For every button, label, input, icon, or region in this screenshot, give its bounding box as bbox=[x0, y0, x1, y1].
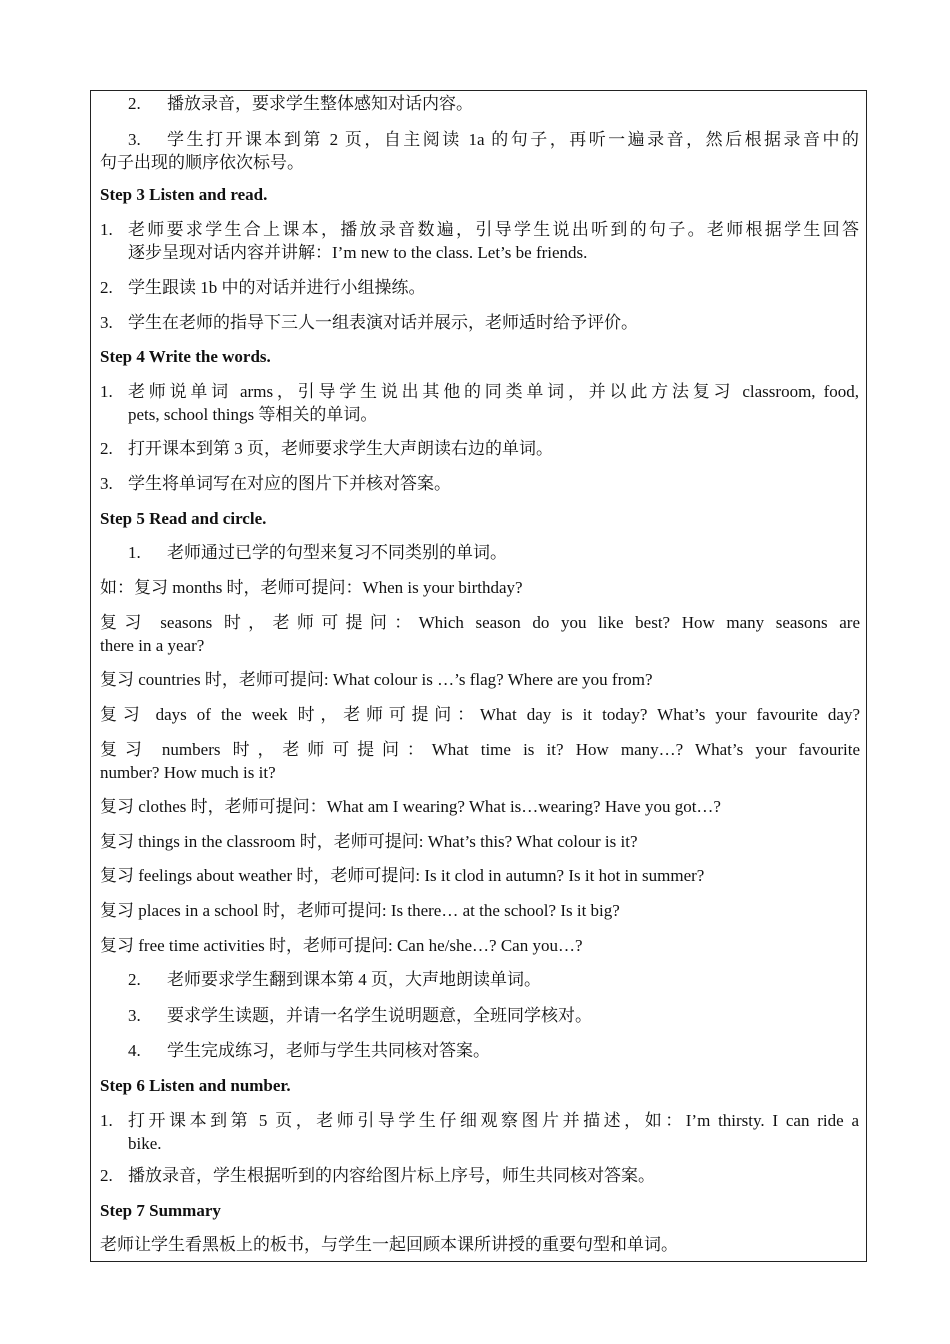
step4-item-2-text: 打开课本到第 3 页，老师要求学生大声朗读右边的单词。 bbox=[128, 439, 553, 458]
step5-item-3-text: 要求学生读题，并请一名学生说明题意，全班同学核对。 bbox=[167, 1006, 592, 1025]
step6-item-1-text-line2: bike. bbox=[128, 1134, 162, 1153]
step6-item-1-number: 1. bbox=[100, 1111, 113, 1130]
example-clothes: 复习 clothes 时，老师可提问：What am I wearing? What is…wearing? Have you got…? bbox=[100, 797, 721, 816]
step2-item-3-text-line1: 学生打开课本到第 2 页，自主阅读 1a 的句子，再听一遍录音，然后根据录音中的 bbox=[167, 130, 859, 149]
example-free-time: 复习 free time activities 时，老师可提问: Can he/she…? Can you…? bbox=[100, 936, 583, 955]
step4-item-1-text-line1: 老师说单词 arms，引导学生说出其他的同类单词，并以此方法复习 classroom, food, bbox=[128, 382, 859, 401]
step5-item-1-text: 老师通过已学的句型来复习不同类别的单词。 bbox=[167, 543, 507, 562]
step5-item-1-number: 1. bbox=[128, 543, 141, 562]
example-numbers-line1: 复习 numbers 时，老师可提问：What time is it? How many…? What’s your favourite bbox=[100, 740, 860, 759]
step3-item-1-number: 1. bbox=[100, 220, 113, 239]
step7-heading: Step 7 Summary bbox=[100, 1201, 221, 1220]
example-places: 复习 places in a school 时，老师可提问: Is there… at the school? Is it big? bbox=[100, 901, 620, 920]
step5-heading: Step 5 Read and circle. bbox=[100, 509, 267, 528]
example-seasons-line1: 复习 seasons 时，老师可提问：Which season do you like best? How many seasons are bbox=[100, 613, 860, 632]
step3-item-3-number: 3. bbox=[100, 313, 113, 332]
step2-item-3-number: 3. bbox=[128, 130, 141, 149]
step5-item-2-text: 老师要求学生翻到课本第 4 页，大声地朗读单词。 bbox=[167, 970, 541, 989]
step3-item-2-text: 学生跟读 1b 中的对话并进行小组操练。 bbox=[128, 278, 426, 297]
step3-item-1-text-line2: 逐步呈现对话内容并讲解：I’m new to the class. Let’s be friends. bbox=[128, 243, 588, 262]
step2-item-2-number: 2. bbox=[128, 94, 141, 113]
step3-item-2-number: 2. bbox=[100, 278, 113, 297]
step5-item-3-number: 3. bbox=[128, 1006, 141, 1025]
example-seasons-line2: there in a year? bbox=[100, 636, 205, 655]
step4-item-1-number: 1. bbox=[100, 382, 113, 401]
step5-item-2-number: 2. bbox=[128, 970, 141, 989]
step2-item-3-text-line2: 句子出现的顺序依次标号。 bbox=[100, 153, 304, 172]
step4-item-3-text: 学生将单词写在对应的图片下并核对答案。 bbox=[128, 474, 451, 493]
step6-heading: Step 6 Listen and number. bbox=[100, 1076, 291, 1095]
example-feelings: 复习 feelings about weather 时，老师可提问: Is it clod in autumn? Is it hot in summer? bbox=[100, 866, 705, 885]
step5-item-4-text: 学生完成练习，老师与学生共同核对答案。 bbox=[167, 1041, 490, 1060]
step2-item-2-text: 播放录音，要求学生整体感知对话内容。 bbox=[167, 94, 473, 113]
example-things: 复习 things in the classroom 时，老师可提问: What’s this? What colour is it? bbox=[100, 832, 638, 851]
step4-item-3-number: 3. bbox=[100, 474, 113, 493]
step3-item-1-text-line1: 老师要求学生合上课本，播放录音数遍，引导学生说出听到的句子。老师根据学生回答 bbox=[128, 220, 859, 239]
example-countries: 复习 countries 时，老师可提问: What colour is …’s flag? Where are you from? bbox=[100, 670, 653, 689]
example-days: 复习 days of the week 时，老师可提问：What day is it today? What’s your favourite day? bbox=[100, 705, 860, 724]
step5-item-4-number: 4. bbox=[128, 1041, 141, 1060]
step6-item-2-text: 播放录音，学生根据听到的内容给图片标上序号，师生共同核对答案。 bbox=[128, 1166, 655, 1185]
step6-item-2-number: 2. bbox=[100, 1166, 113, 1185]
example-numbers-line2: number? How much is it? bbox=[100, 763, 276, 782]
step3-heading: Step 3 Listen and read. bbox=[100, 185, 268, 204]
step3-item-3-text: 学生在老师的指导下三人一组表演对话并展示，老师适时给予评价。 bbox=[128, 313, 638, 332]
step6-item-1-text-line1: 打开课本到第 5 页，老师引导学生仔细观察图片并描述，如：I’m thirsty. I can ride a bbox=[128, 1111, 859, 1130]
example-months: 如：复习 months 时，老师可提问：When is your birthday? bbox=[100, 578, 523, 597]
step4-item-1-text-line2: pets, school things 等相关的单词。 bbox=[128, 405, 378, 424]
step4-heading: Step 4 Write the words. bbox=[100, 347, 271, 366]
step7-text: 老师让学生看黑板上的板书，与学生一起回顾本课所讲授的重要句型和单词。 bbox=[100, 1235, 678, 1254]
step4-item-2-number: 2. bbox=[100, 439, 113, 458]
